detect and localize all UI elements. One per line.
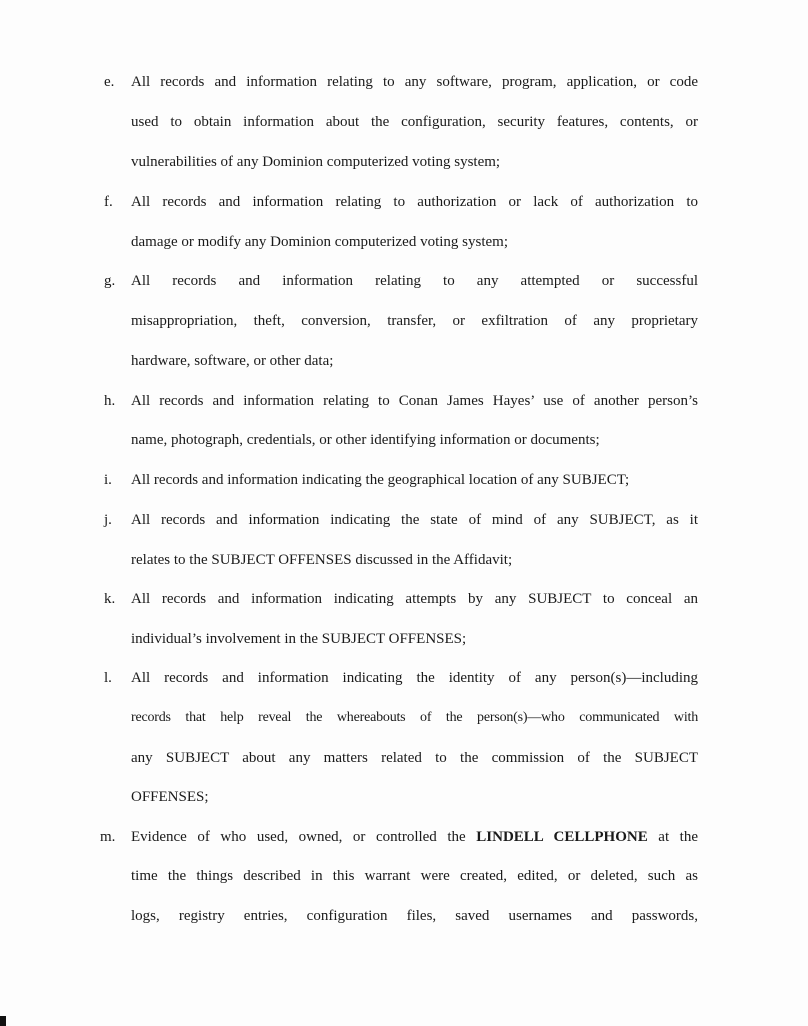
list-item-text-line: relates to the SUBJECT OFFENSES discussed in the Affidavit;	[131, 552, 513, 568]
list-item-text-line: logs, registry entries, configuration files, saved usernames and passwords,	[131, 908, 698, 924]
text-segment: at the	[647, 829, 698, 845]
list-item-text-line: OFFENSES;	[131, 789, 209, 805]
scan-edge-mark	[0, 1016, 6, 1026]
list-item-text-line: All records and information relating to Conan James Hayes’ use of another person’s	[131, 393, 698, 409]
list-item-text-line: any SUBJECT about any matters related to the commission of the SUBJECT	[131, 750, 698, 766]
list-item-text-line: All records and information indicating the identity of any person(s)—including	[131, 670, 698, 686]
list-marker: h.	[104, 393, 116, 409]
list-item-text-line	[131, 827, 698, 847]
text-segment: Evidence of who used, owned, or controlled the	[131, 829, 477, 845]
list-marker: g.	[104, 273, 116, 289]
list-marker: m.	[100, 829, 116, 845]
list-item-text-line: individual’s involvement in the SUBJECT OFFENSES;	[131, 631, 467, 647]
list-item-text-line: All records and information indicating attempts by any SUBJECT to conceal an	[131, 591, 698, 607]
list-marker: j.	[104, 512, 112, 528]
list-item-text-line: All records and information indicating the state of mind of any SUBJECT, as it	[131, 512, 698, 528]
list-item-text-line: hardware, software, or other data;	[131, 353, 334, 369]
list-marker: l.	[104, 670, 112, 686]
list-item-text-line: vulnerabilities of any Dominion computerized voting system;	[131, 154, 501, 170]
list-item-text-line: All records and information indicating the geographical location of any SUBJECT;	[131, 472, 630, 488]
list-marker: e.	[104, 74, 115, 90]
list-item-text-line: All records and information relating to authorization or lack of authorization to	[131, 194, 698, 210]
list-item-text-line: misappropriation, theft, conversion, transfer, or exfiltration of any proprietary	[131, 313, 698, 329]
list-marker: k.	[104, 591, 116, 607]
list-item-text-line: name, photograph, credentials, or other identifying information or documents;	[131, 432, 600, 448]
list-item-text-line: used to obtain information about the configuration, security features, contents, or	[131, 114, 698, 130]
list-item-text-line: time the things described in this warrant were created, edited, or deleted, such as	[131, 868, 698, 884]
device-name-bold: LINDELL CELLPHONE	[476, 829, 648, 845]
list-item-text-line: All records and information relating to any software, program, application, or code	[131, 74, 698, 90]
list-item-text-line: records that help reveal the whereabouts of the person(s)—who communicated with	[131, 710, 698, 725]
list-item-text-line: All records and information relating to any attempted or successful	[131, 273, 698, 289]
list-item-text-line: damage or modify any Dominion computerized voting system;	[131, 234, 509, 250]
list-marker: f.	[104, 194, 113, 210]
list-marker: i.	[104, 472, 112, 488]
